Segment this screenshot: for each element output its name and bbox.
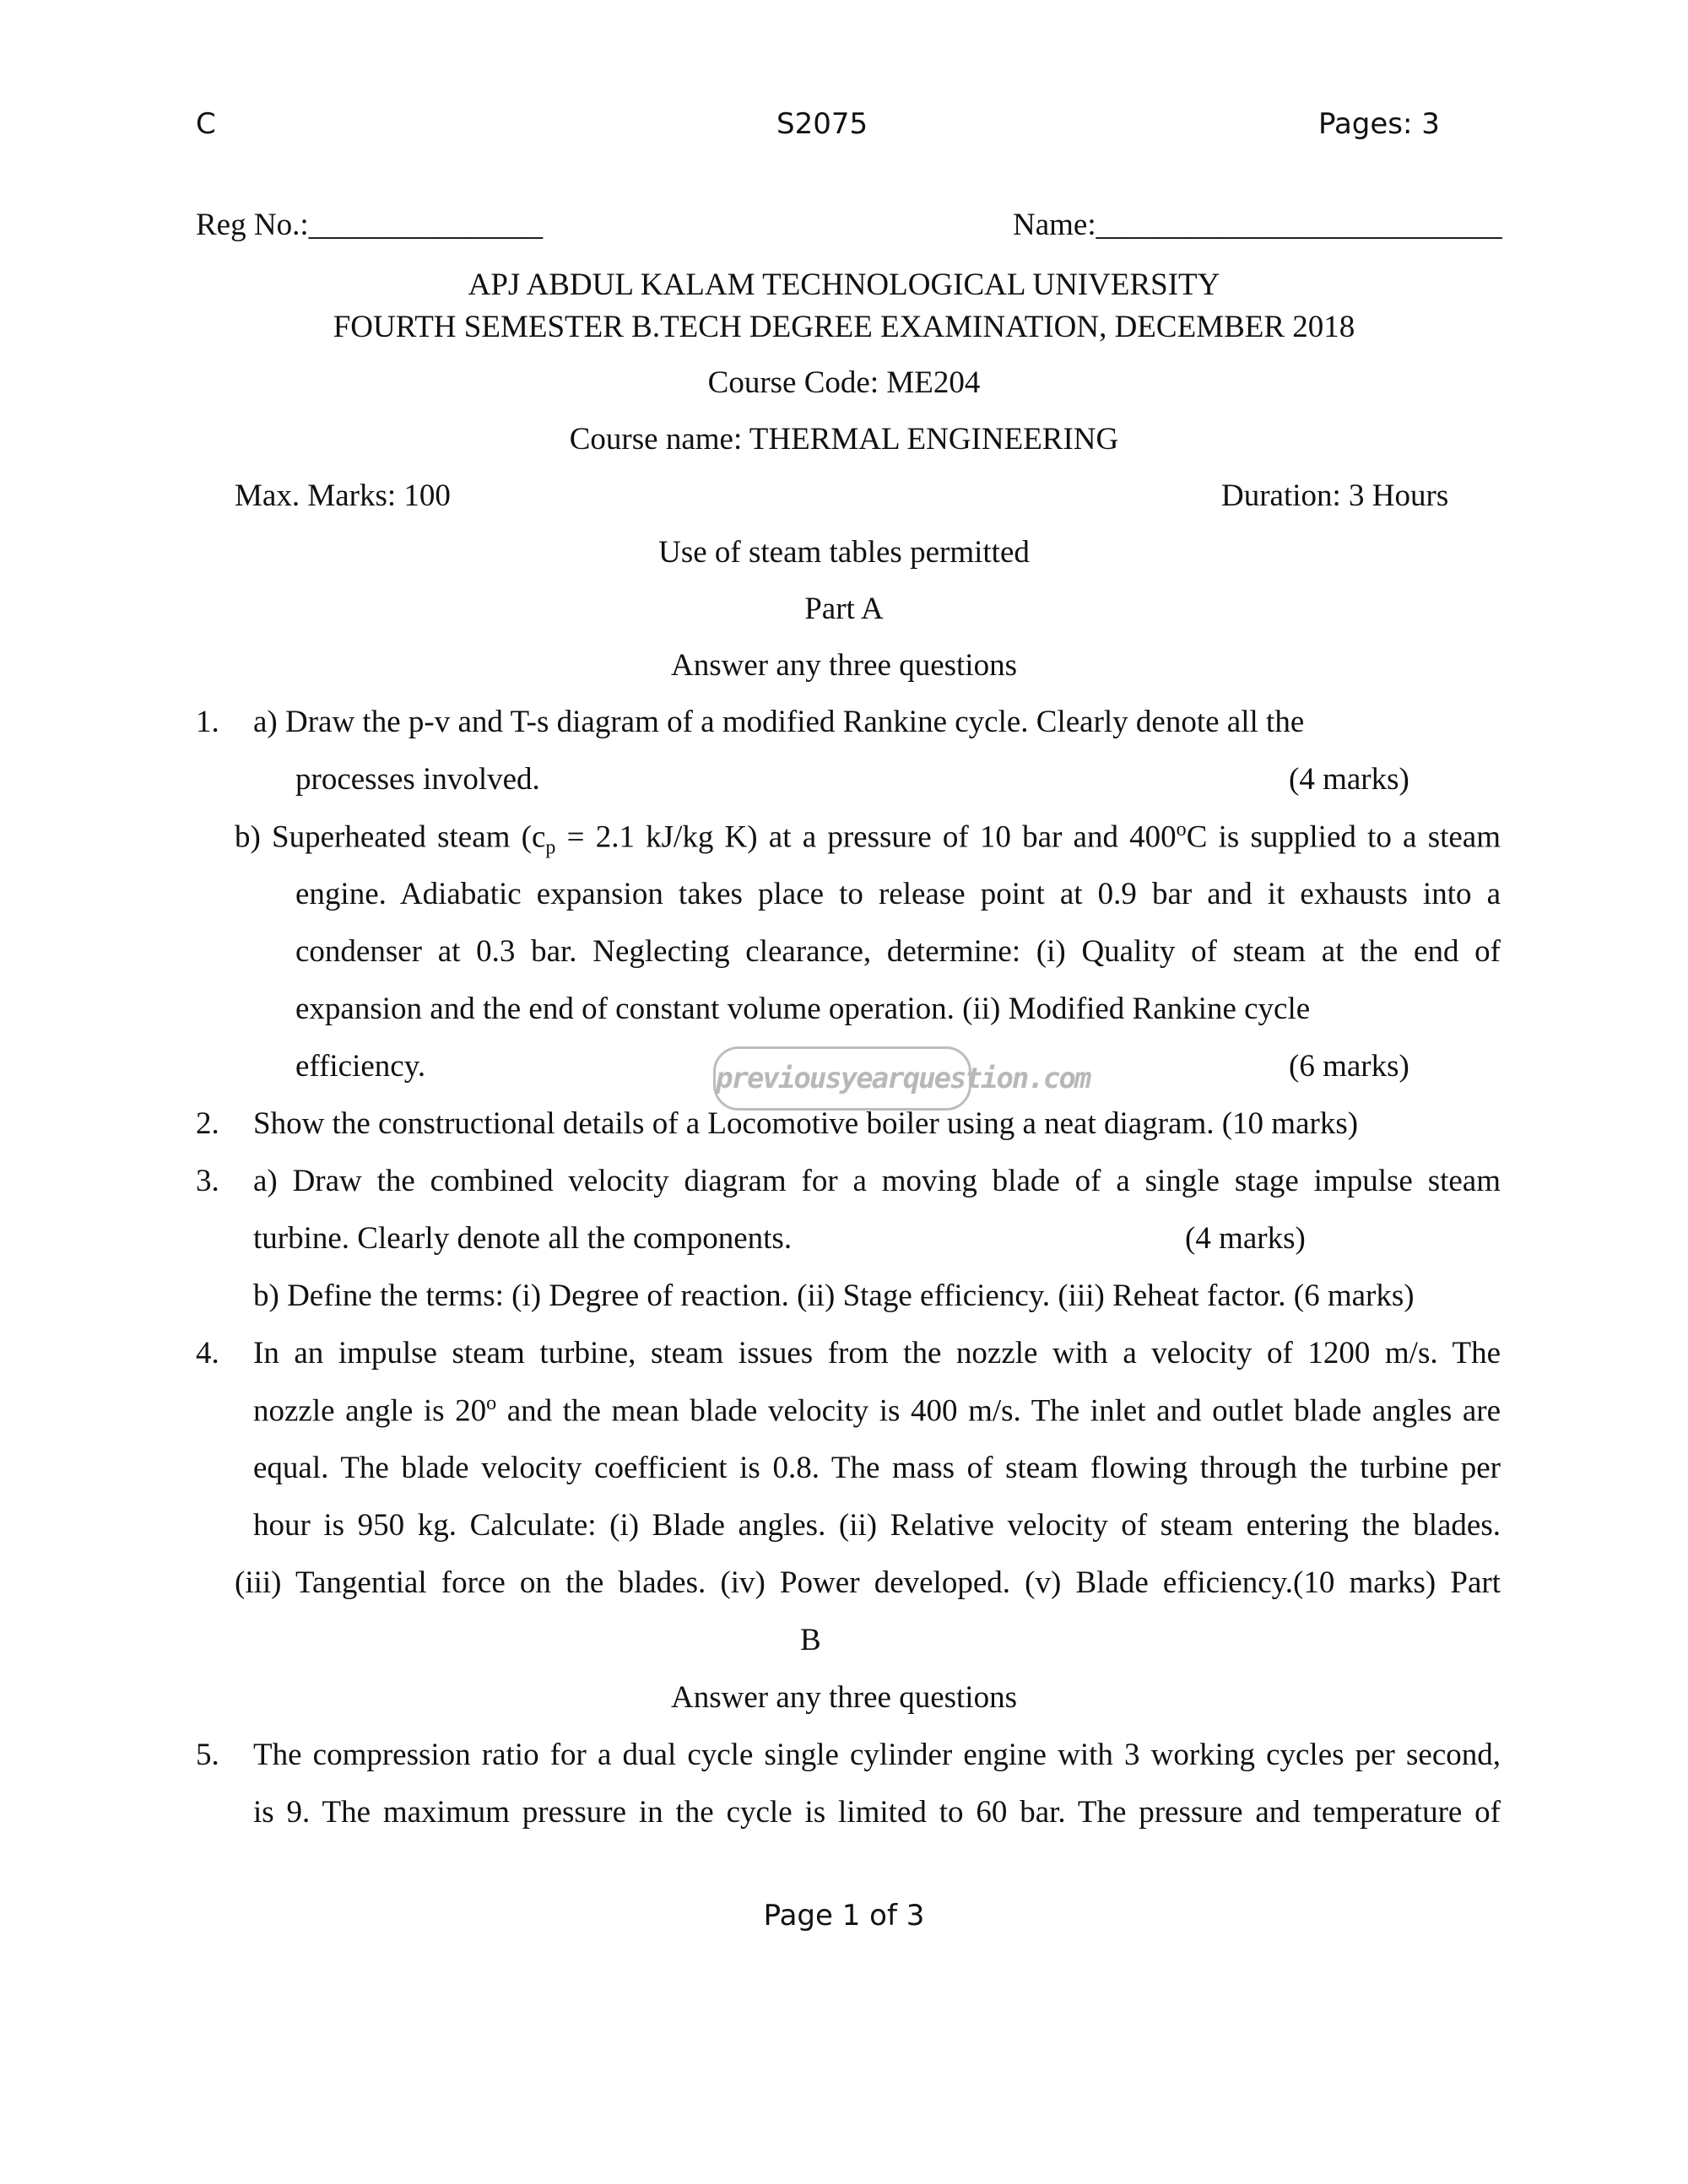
q4-line2-pre: nozzle angle is 20 [253,1393,487,1429]
q1a-line2: processes involved. [295,762,540,797]
q3a-line1: a) Draw the combined velocity diagram for a moving blade of a single stage impulse steam [253,1164,1501,1198]
q5-line1: The compression ratio for a dual cycle single cylinder engine with 3 working cycles per second, [253,1738,1501,1772]
q4-line5: (iii) Tangential force on the blades. (iv) Power developed. (v) Blade efficiency.(10 marks) Part [235,1565,1501,1600]
q1b-line2: engine. Adiabatic expansion takes place to release point at 0.9 bar and it exhausts into a [295,877,1501,911]
reg-no-field: Reg No.:_______________ [196,208,544,242]
part-b-instruction: Answer any three questions [671,1680,1017,1715]
q1b-line5: efficiency. [295,1049,426,1084]
q2-text: Show the constructional details of a Locomotive boiler using a neat diagram. (10 marks) [253,1106,1359,1141]
course-name: Course name: THERMAL ENGINEERING [569,422,1119,457]
part-b-heading: B [800,1623,821,1657]
header-pages: Pages: 3 [1318,107,1440,141]
q4-line1: In an impulse steam turbine, steam issues from the nozzle with a velocity of 1200 m/s. The [253,1336,1501,1370]
q1b-line1-post: C is supplied to a steam [1186,819,1501,855]
exam-title: FOURTH SEMESTER B.TECH DEGREE EXAMINATION, DECEMBER 2018 [333,310,1355,344]
q1a-marks: (4 marks) [1289,762,1409,797]
q3-number: 3. [196,1164,219,1198]
header-left: C [196,107,216,141]
page-footer: Page 1 of 3 [763,1899,925,1933]
q4-line2-post: and the mean blade velocity is 400 m/s. The inlet and outlet blade angles are [496,1393,1501,1429]
max-marks: Max. Marks: 100 [235,478,451,513]
steam-tables-note: Use of steam tables permitted [658,535,1030,570]
q1b-line1 [235,819,1501,860]
q4-line3: equal. The blade velocity coefficient is 0.8. The mass of steam flowing through the turbine per [253,1451,1501,1485]
q1a-line1: a) Draw the p-v and T-s diagram of a modified Rankine cycle. Clearly denote all the [253,705,1305,739]
q1b-line1-pre: b) Superheated steam (c [235,819,546,855]
watermark-logo: previousyearquestion.com [713,1046,971,1111]
duration: Duration: 3 Hours [1221,478,1449,513]
q3a-line2: turbine. Clearly denote all the components. [253,1221,793,1256]
q1b-line3: condenser at 0.3 bar. Neglecting clearance, determine: (i) Quality of steam at the end of [295,934,1501,969]
q1-number: 1. [196,705,219,739]
course-code: Course Code: ME204 [707,365,981,400]
q4-number: 4. [196,1336,219,1370]
q3a-marks: (4 marks) [1185,1221,1306,1256]
name-field: Name:__________________________ [1013,208,1502,242]
q4-line2 [253,1392,1501,1429]
part-a-instruction: Answer any three questions [671,648,1017,683]
q1b-line1-mid: = 2.1 kJ/kg K) at a pressure of 10 bar and 400 [555,819,1177,855]
header-code: S2075 [776,107,868,141]
q1b-cp-subscript: p [545,836,556,859]
q1b-marks: (6 marks) [1289,1049,1409,1084]
q3b-line: b) Define the terms: (i) Degree of reaction. (ii) Stage efficiency. (iii) Reheat factor. (6 marks) [253,1279,1415,1313]
q4-line4: hour is 950 kg. Calculate: (i) Blade angles. (ii) Relative velocity of steam entering the blades. [253,1508,1501,1543]
q2-number: 2. [196,1106,219,1141]
q4-degree-superscript: o [486,1392,497,1414]
q1b-degree-superscript: o [1176,819,1187,841]
q5-number: 5. [196,1738,219,1772]
q1b-line4: expansion and the end of constant volume operation. (ii) Modified Rankine cycle [295,992,1311,1026]
university-title: APJ ABDUL KALAM TECHNOLOGICAL UNIVERSITY [468,268,1220,302]
part-a-heading: Part A [804,592,884,626]
q5-line2: is 9. The maximum pressure in the cycle is limited to 60 bar. The pressure and temperature of [253,1795,1501,1830]
